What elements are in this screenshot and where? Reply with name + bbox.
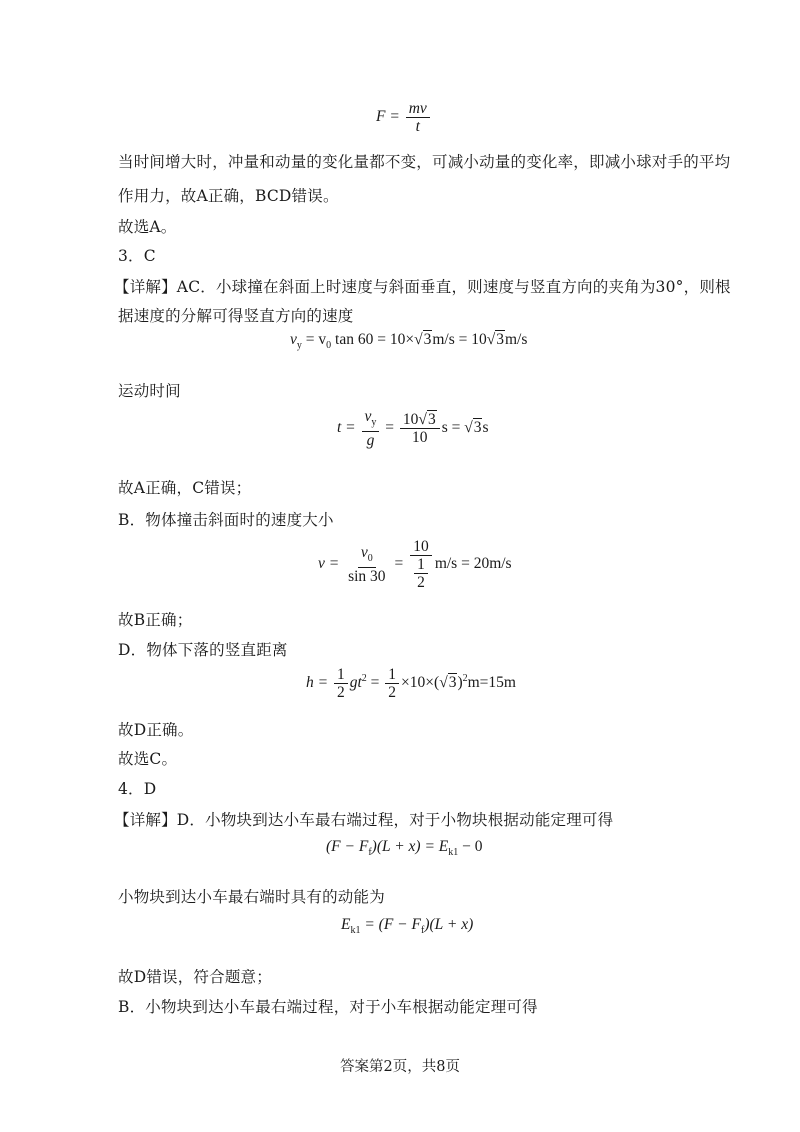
paragraph-text: 小物块到达小车最右端时具有的动能为: [118, 888, 385, 906]
formula-time: [337, 408, 489, 449]
number: 10: [402, 411, 419, 429]
formula-lhs: t =: [337, 419, 356, 437]
question-answer: 4．D: [118, 780, 157, 798]
formula-part: (F − F: [326, 838, 369, 855]
paragraph-text: 据速度的分解可得竖直方向的速度: [118, 307, 354, 325]
formula-lhs: v =: [318, 555, 340, 573]
numerator: 1: [334, 666, 348, 684]
subscript: f: [421, 925, 425, 937]
formula-part: ): [457, 674, 463, 692]
radicand: 3: [423, 331, 432, 348]
formula-part: =: [366, 674, 384, 692]
sqrt: √3: [418, 411, 436, 429]
formula-impact-speed: [318, 538, 512, 591]
symbol-v: v: [360, 543, 368, 561]
subscript: k1: [448, 847, 459, 859]
formula-drop-height: [306, 666, 516, 701]
fraction: [409, 538, 433, 591]
formula-part: m/s = 10: [432, 331, 487, 348]
paragraph-text: 当时间增大时，冲量和动量的变化量都不变，可减小动量的变化率，即减小球对手的平均: [118, 153, 731, 171]
formula-part: tan 60 = 10×: [331, 331, 415, 348]
radicand: 3: [473, 419, 482, 437]
numerator: 1: [414, 556, 428, 574]
formula-part: E: [341, 916, 351, 933]
denominator: [409, 556, 433, 591]
explanation-text: 【详解】AC．小球撞在斜面上时速度与斜面垂直，则速度与竖直方向的夹角为30°，则根: [114, 278, 731, 296]
fraction: [345, 544, 388, 585]
denominator: 10: [412, 429, 428, 447]
formula-part: = v: [301, 331, 327, 348]
radicand: 3: [496, 331, 504, 348]
formula-lhs: h =: [306, 674, 329, 692]
formula-part: =: [381, 419, 398, 437]
paragraph-text: 故A正确，C错误；: [118, 479, 252, 497]
sqrt: √3: [486, 331, 504, 348]
formula-part: m=15m: [467, 674, 516, 692]
fraction: [334, 666, 348, 701]
paragraph-text: D．物体下落的竖直距离: [118, 641, 288, 659]
subscript: 0: [326, 340, 332, 352]
paragraph-text: 作用力，故A正确，BCD错误。: [118, 187, 339, 205]
subscript: y: [296, 340, 302, 352]
symbol-gt: gt: [349, 674, 362, 692]
paragraph-text: B．小物块到达小车最右端过程，对于小车根据动能定理可得: [118, 998, 538, 1016]
formula-part: m/s = 20m/s: [434, 555, 512, 573]
nested-fraction: [414, 556, 428, 591]
fraction: [400, 411, 440, 446]
symbol-v: v: [290, 331, 297, 348]
symbol-v: v: [364, 408, 372, 425]
formula-kinetic-energy: [341, 916, 473, 936]
denominator: sin 30: [348, 568, 386, 586]
formula-lhs: F =: [376, 108, 400, 126]
subscript: f: [368, 847, 372, 859]
formula-part: )(L + x) = E: [371, 838, 449, 855]
formula-part: )(L + x): [424, 916, 474, 933]
numerator: [362, 408, 380, 432]
formula-part: = (F − F: [360, 916, 421, 933]
paragraph-text: 运动时间: [118, 382, 181, 400]
formula-part: ×10×(: [401, 674, 440, 692]
paragraph-text: 故选A。: [118, 218, 177, 236]
fraction: [362, 408, 380, 449]
numerator: 10: [410, 538, 432, 556]
paragraph-text: 故B正确；: [118, 611, 193, 629]
radicand: 3: [448, 674, 457, 692]
denominator: 2: [388, 684, 397, 701]
superscript: 2: [462, 672, 468, 684]
fraction: [385, 666, 399, 701]
page-footer: 答案第2页，共8页: [340, 1059, 460, 1075]
formula-force: [376, 100, 432, 135]
explanation-text: 【详解】D．小物块到达小车最右端过程，对于小物块根据动能定理可得: [114, 811, 614, 829]
sqrt: √3: [414, 331, 432, 348]
paragraph-text: 故D正确。: [118, 721, 194, 739]
denominator: g: [366, 432, 375, 450]
formula-vertical-velocity: [290, 331, 527, 351]
subscript: 0: [367, 553, 373, 565]
numerator: [358, 544, 376, 568]
denominator: 2: [417, 574, 425, 591]
sqrt: √3: [439, 674, 457, 692]
formula-part: − 0: [458, 838, 483, 855]
paragraph-text: B．物体撞击斜面时的速度大小: [118, 511, 334, 529]
paragraph-text: 故选C。: [118, 750, 178, 768]
denominator: t: [415, 118, 420, 135]
question-answer: 3．C: [118, 247, 156, 265]
formula-part: m/s: [504, 331, 528, 348]
superscript: 2: [361, 672, 367, 684]
denominator: 2: [336, 684, 345, 701]
radicand: 3: [427, 411, 436, 429]
numerator: [400, 411, 440, 429]
paragraph-text: 故D错误，符合题意；: [118, 968, 272, 986]
fraction: [406, 100, 430, 135]
formula-work-energy-block: [326, 838, 483, 858]
formula-part: s: [482, 419, 489, 437]
formula-part: s =: [441, 419, 465, 437]
subscript: y: [371, 417, 377, 429]
formula-part: =: [390, 555, 408, 573]
subscript: k1: [350, 925, 361, 937]
sqrt: √3: [464, 419, 482, 437]
numerator: mv: [406, 100, 430, 118]
numerator: 1: [385, 666, 399, 684]
